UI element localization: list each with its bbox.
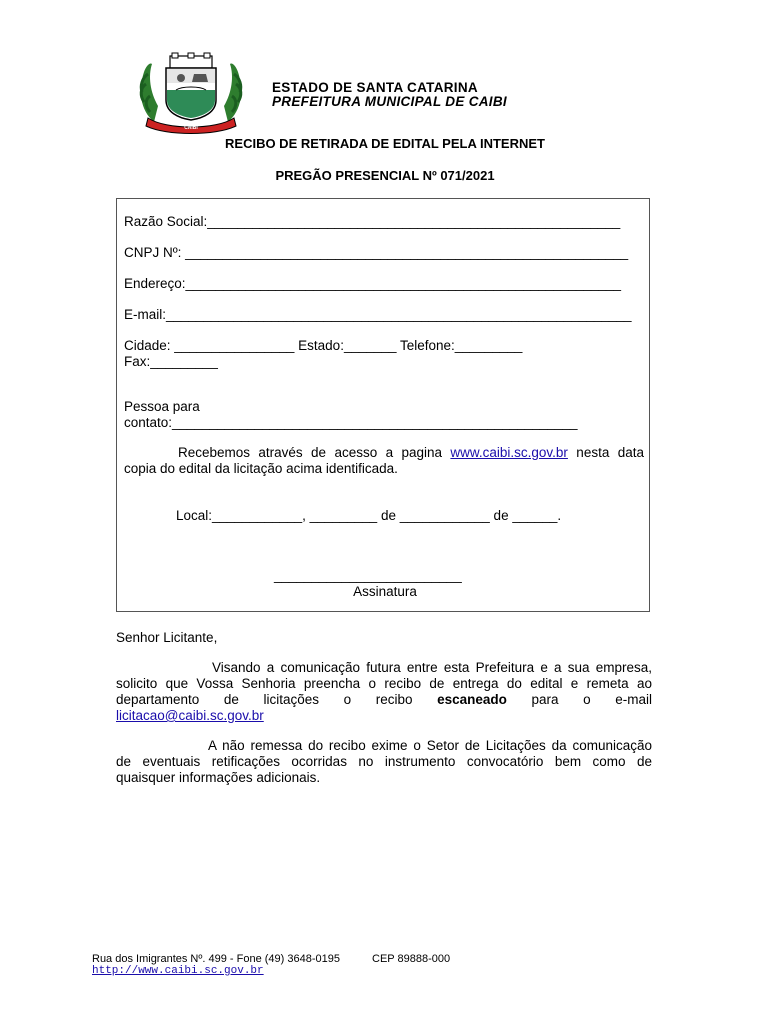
signature-label: Assinatura (353, 584, 417, 599)
endereco-field[interactable]: Endereço:__________________________________________________________ (124, 276, 622, 291)
document-title: RECIBO DE RETIRADA DE EDITAL PELA INTERNET (225, 136, 545, 151)
greeting: Senhor Licitante, (116, 630, 218, 645)
request-paragraph-line3: departamento de licitações o recibo escaneado para o e-mail (116, 692, 652, 707)
receipt-statement-line2: copia do edital da licitação acima identificada. (124, 461, 398, 476)
email-link-wrapper (116, 708, 264, 724)
prefecture-name: PREFEITURA MUNICIPAL DE CAIBI (272, 94, 507, 109)
pessoa-contato-label: Pessoa para (124, 399, 200, 414)
request-paragraph-line2: solicito que Vossa Senhoria preencha o recibo de entrega do edital e remeta ao (116, 676, 652, 691)
document-subtitle: PREGÃO PRESENCIAL Nº 071/2021 (275, 168, 495, 183)
licitacao-email-link[interactable]: licitacao@caibi.sc.gov.br (116, 708, 264, 723)
footer-url-link[interactable]: http://www.caibi.sc.gov.br (92, 965, 264, 977)
request-paragraph-line1: Visando a comunicação futura entre esta Prefeitura e a sua empresa, (212, 660, 652, 675)
notice-paragraph-line1: A não remessa do recibo exime o Setor de Licitações da comunicação (208, 738, 652, 753)
pessoa-contato-field[interactable]: contato:______________________________________________________ (124, 415, 578, 430)
website-link[interactable]: www.caibi.sc.gov.br (450, 445, 568, 460)
municipal-crest-icon (136, 52, 246, 134)
razao-social-field[interactable]: Razão Social:_______________________________________________________ (124, 214, 621, 229)
local-date-field[interactable]: Local:____________, _________ de ____________ de ______. (176, 508, 562, 523)
email-field[interactable]: E-mail:______________________________________________________________ (124, 307, 632, 322)
footer-cep: CEP 89888-000 (372, 953, 451, 965)
cidade-estado-telefone-field[interactable]: Cidade: ________________ Estado:_______ Telefone:_________ (124, 338, 523, 353)
fax-field[interactable]: Fax:_________ (124, 354, 218, 369)
notice-paragraph-line2: de eventuais retificações ocorridas no instrumento convocatório bem como de (116, 754, 652, 769)
svg-text:CAIBI: CAIBI (184, 125, 198, 131)
footer-address: Rua dos Imigrantes Nº. 499 - Fone (49) 3648-0195 CEP 89888-000 (92, 953, 451, 965)
receipt-statement: Recebemos através de acesso a pagina www.caibi.sc.gov.br nesta data (178, 445, 644, 460)
notice-paragraph-line3: quaisquer informações adicionais. (116, 770, 321, 785)
signature-line: _________________________ (274, 568, 462, 583)
state-name: ESTADO DE SANTA CATARINA (272, 80, 478, 95)
cnpj-field[interactable]: CNPJ Nº: ___________________________________________________________ (124, 245, 629, 260)
